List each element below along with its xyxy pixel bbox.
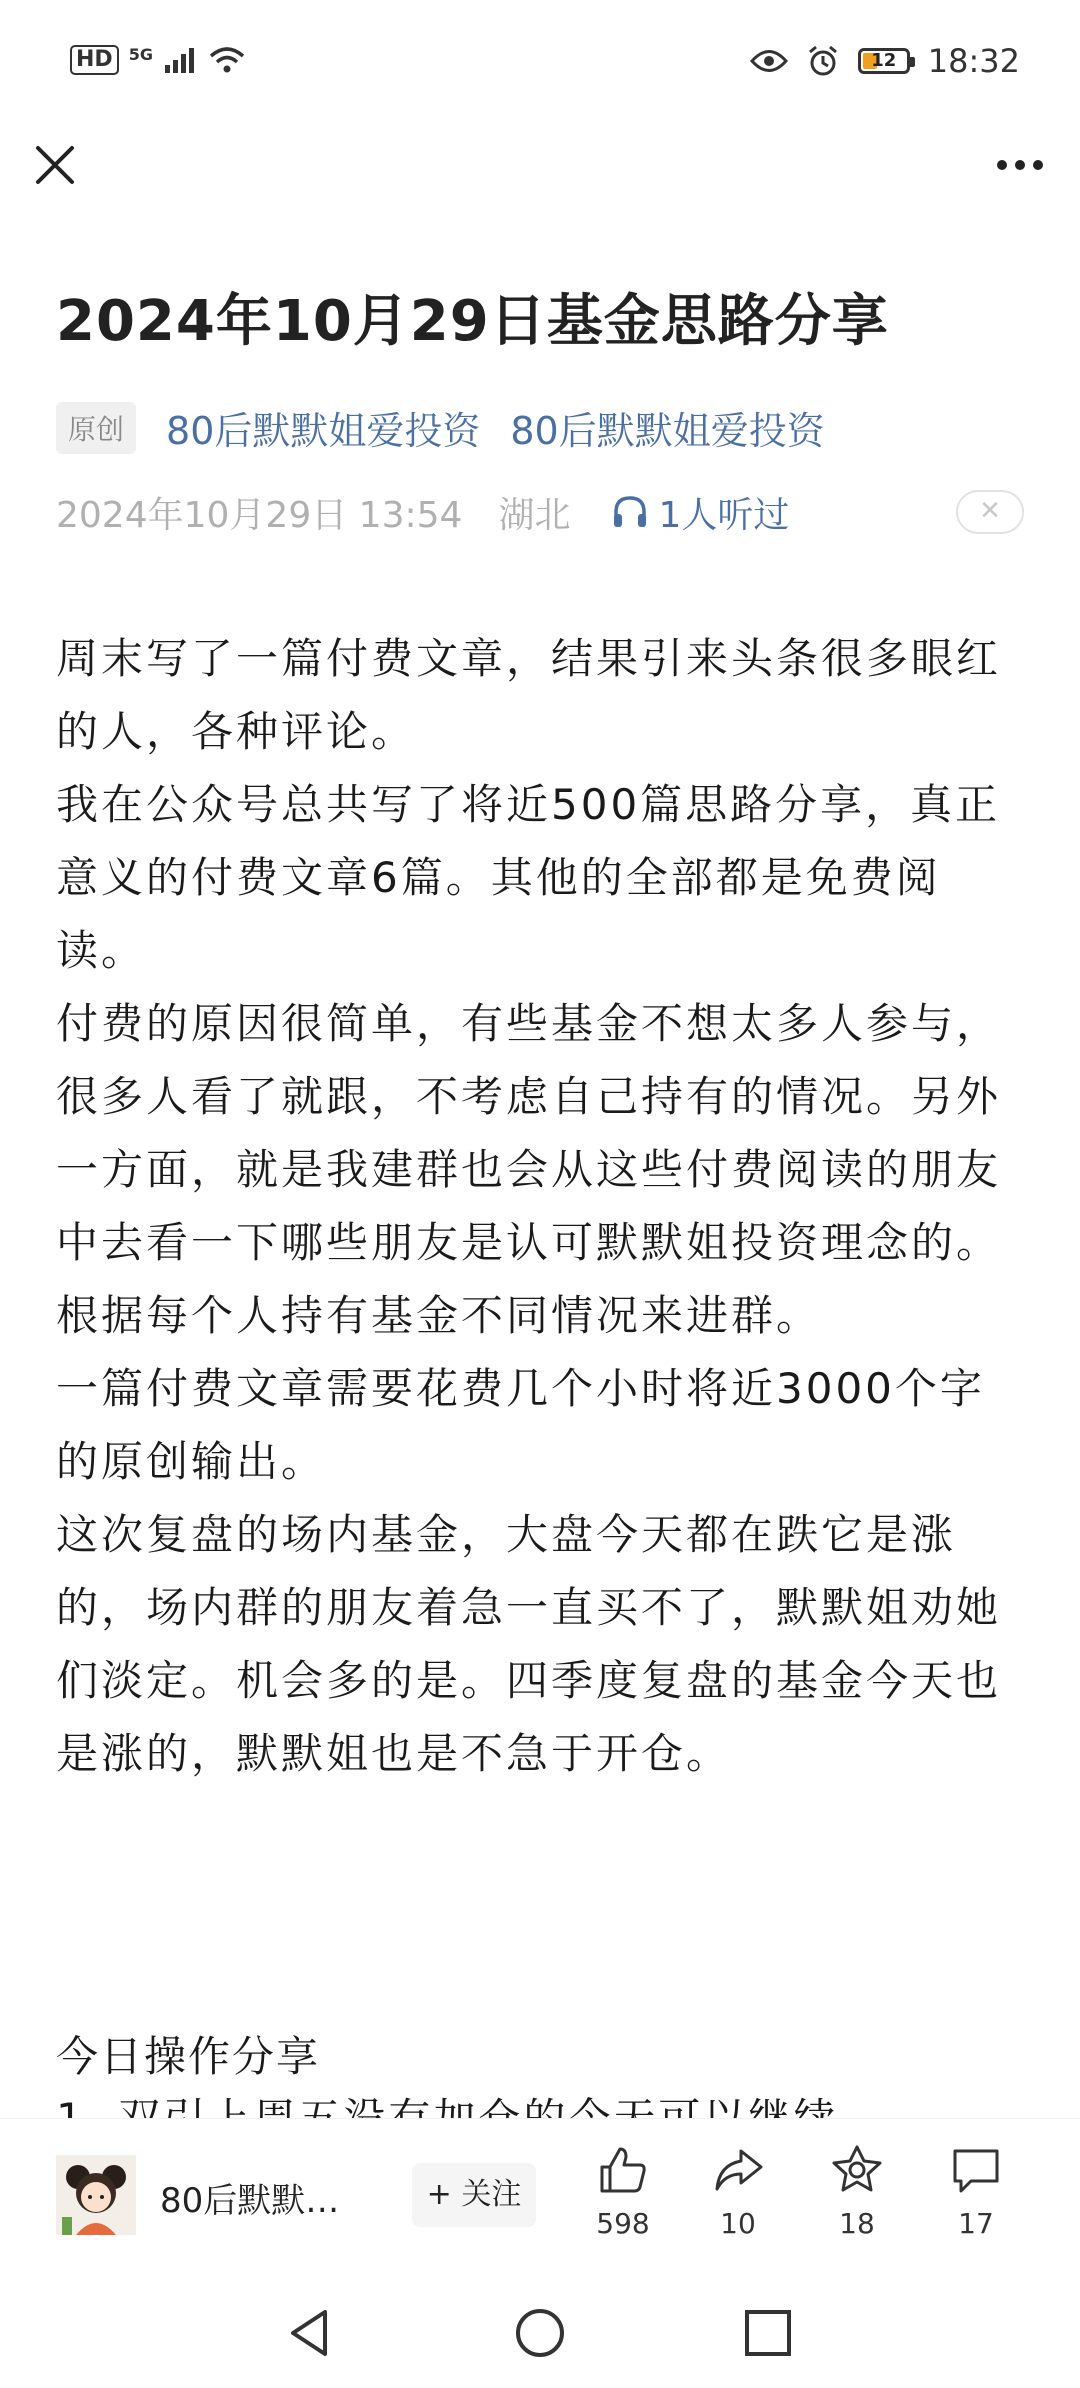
thumbs-up-icon [596, 2143, 650, 2197]
nav-back-button[interactable] [275, 2298, 345, 2368]
battery-level: 12 [871, 50, 897, 71]
clock: 18:32 [927, 42, 1020, 80]
share-icon [711, 2143, 765, 2197]
like-button[interactable] [578, 2143, 668, 2240]
eye-icon [750, 48, 788, 74]
status-right [750, 42, 1020, 80]
publish-location: 湖北 [498, 494, 571, 536]
favorite-count: 18 [839, 2207, 875, 2240]
nav-home-button[interactable] [505, 2298, 575, 2368]
close-icon [30, 140, 80, 190]
article-title: 2024年10月29日基金思路分享 [56, 289, 889, 354]
paragraph: 这次复盘的场内基金，大盘今天都在跌它是涨的，场内群的朋友着急一直买不了，默默姐劝她们淡定。机会多的是。四季度复盘的基金今天也是涨的，默默姐也是不急于开仓。 [56, 1510, 1002, 1778]
top-nav [0, 130, 1080, 220]
original-badge: 原创 [56, 402, 136, 454]
article-body [56, 622, 1026, 1790]
system-nav-bar [0, 2278, 1080, 2388]
paragraph: 一篇付费文章需要花费几个小时将近3000个字的原创输出。 [56, 1364, 985, 1486]
author-link-secondary[interactable]: 80后默默姐爱投资 [510, 409, 825, 453]
more-dot-icon [1033, 160, 1043, 170]
back-triangle-icon [275, 2298, 345, 2368]
share-button[interactable] [693, 2143, 783, 2240]
dismiss-listen-button[interactable]: ✕ [956, 490, 1024, 534]
like-count: 598 [596, 2207, 650, 2240]
battery-cap [910, 57, 915, 67]
more-options-button[interactable] [990, 140, 1050, 190]
headphones-icon [610, 494, 650, 530]
signal-icon [163, 45, 197, 75]
author-link-primary[interactable]: 80后默默姐爱投资 [166, 409, 481, 453]
hd-badge: HD [70, 45, 119, 75]
home-circle-icon [505, 2298, 575, 2368]
more-dot-icon [1015, 160, 1025, 170]
comment-count: 17 [958, 2207, 994, 2240]
nav-recents-button[interactable] [733, 2298, 803, 2368]
close-button[interactable] [30, 140, 80, 190]
status-bar [0, 0, 1080, 130]
publish-date: 2024年10月29日 13:54 [56, 494, 463, 536]
more-dot-icon [997, 160, 1007, 170]
listen-count-label: 1人听过 [658, 494, 790, 536]
star-icon [830, 2143, 884, 2197]
section-heading: 今日操作分享 [56, 2032, 321, 2081]
footer-author-name[interactable]: 80后默默… [160, 2181, 340, 2221]
status-left [70, 45, 247, 75]
battery-icon [858, 48, 910, 74]
paragraph: 付费的原因很简单，有些基金不想太多人参与，很多人看了就跟，不考虑自己持有的情况。另外一方面，就是我建群也会从这些付费阅读的朋友中去看一下哪些朋友是认可默默姐投资理念的。根据每个人持有基金不同情况来进群。 [56, 999, 1002, 1340]
comment-icon [949, 2143, 1003, 2197]
favorite-button[interactable] [812, 2143, 902, 2240]
network-type: 5G [128, 45, 153, 64]
share-count: 10 [720, 2207, 756, 2240]
wifi-icon [207, 45, 247, 75]
article-meta [56, 486, 1024, 538]
avatar[interactable] [56, 2155, 136, 2235]
bottom-action-bar [0, 2118, 1080, 2279]
author-row [56, 400, 855, 455]
recents-square-icon [733, 2298, 803, 2368]
follow-button[interactable]: + 关注 [412, 2163, 536, 2227]
paragraph: 我在公众号总共写了将近500篇思路分享，真正意义的付费文章6篇。其他的全部都是免费阅读。 [56, 780, 1001, 975]
listen-count[interactable] [610, 487, 789, 538]
paragraph: 周末写了一篇付费文章，结果引来头条很多眼红的人，各种评论。 [56, 634, 1002, 756]
comment-button[interactable] [931, 2143, 1021, 2240]
alarm-icon [806, 44, 840, 78]
partial-paragraph [56, 2098, 956, 2120]
avatar-illustration-icon [56, 2155, 136, 2235]
